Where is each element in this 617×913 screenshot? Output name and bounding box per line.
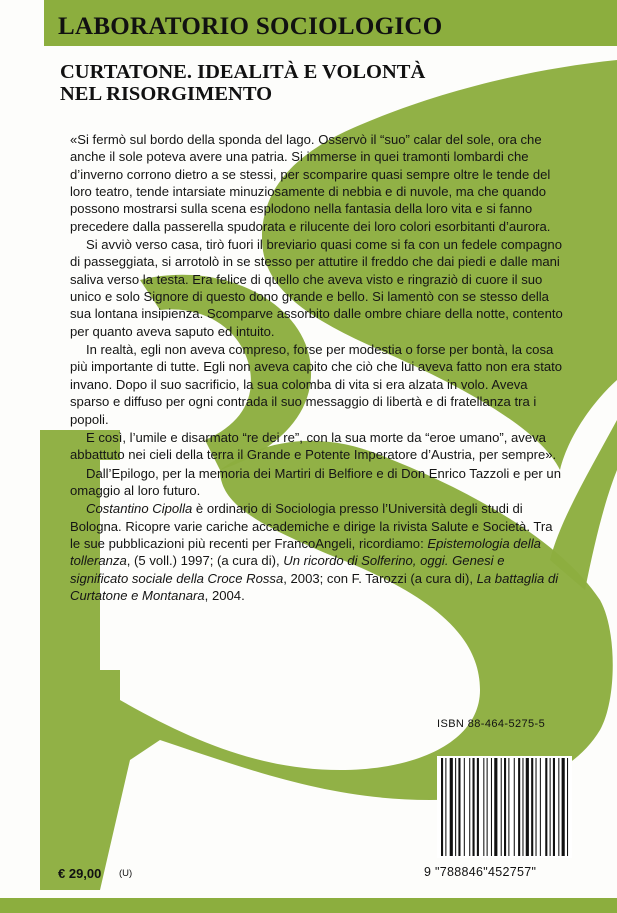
barcode-bar	[526, 758, 529, 856]
barcode-bars	[437, 756, 572, 858]
barcode-bar	[501, 758, 502, 856]
barcode-bar	[469, 758, 470, 856]
barcode-digits: 9 "788846"452757"	[424, 865, 537, 879]
author-name: Costantino Cipolla	[86, 501, 193, 517]
book-title-line-2: NEL RISORGIMENTO	[60, 83, 273, 105]
barcode-bar	[553, 758, 555, 856]
blurb-paragraph-4: E così, l’umile e disarmato “re dei re”, con la sua morte da “eroe umano”, aveva abbattuto nei cieli della terra il Grande e Potente Imperatore d’Austria, per sempre».	[70, 429, 557, 463]
price-code: (U)	[119, 868, 133, 879]
barcode-bar	[445, 758, 446, 856]
barcode-bar	[514, 758, 515, 856]
barcode-bar	[441, 758, 443, 856]
author-bio	[70, 500, 565, 604]
book-title-line-1: CURTATONE. IDEALITÀ E VOLONTÀ	[60, 61, 426, 83]
barcode-bar	[477, 758, 479, 856]
barcode-bar	[531, 758, 533, 856]
publication-2: Un ricordo di Solferino, oggi. Genesi e significato sociale della Croce Rossa	[70, 553, 505, 586]
author-bio-text-3: , 2003; con F. Tarozzi (a cura di),	[283, 570, 477, 586]
series-title: LABORATORIO SOCIOLOGICO	[58, 13, 443, 40]
barcode-bar	[473, 758, 475, 856]
barcode-bar	[491, 758, 492, 856]
barcode-bar	[464, 758, 465, 856]
blurb-text	[70, 131, 565, 604]
price: € 29,00	[58, 866, 102, 881]
blurb-paragraph-1: «Si fermò sul bordo della sponda del lago. Osservò il “suo” calar del sole, ora che anche il sole poteva avere una patria. Si immerse in quei tramonti lombardi che d’inverno corrono dietro a se stessi, per scomparire quasi sempre oltre le tende del loro teatro, tende intarsiate minuziosamente di nebbia e di nuvole, ma che quando possono mostrarsi sulla scena esplodono nella fantasia della loro vita e si fanno precedere dalla passerella spudorata e rilucente dei loro colori esorbitanti d’aurora.	[70, 132, 551, 234]
barcode	[437, 756, 572, 858]
author-bio-text-1: è ordinario di Sociologia presso l’Università degli studi di Bologna. Ricopre varie cariche accademiche e dirige la rivista Salute e Società. Tra le sue pubblicazioni più recenti per FrancoAngeli, ricordiamo:	[70, 501, 553, 551]
barcode-bar	[504, 758, 506, 856]
barcode-bar	[540, 758, 541, 856]
barcode-bar	[455, 758, 456, 856]
barcode-bar	[518, 758, 520, 856]
blurb-paragraph-2: Si avviò verso casa, tirò fuori il breviario quasi come si fa con un fedele compagno di passeggiata, si arrotolò in se stesso per attutire il freddo che dai piedi e dalle mani saliva verso la testa. Era felice di quello che aveva visto e ringraziò di cuore il suo unico e solo Signore di questo dono grande e bello. Si lamentò con se stesso della sua lontana insipienza. Scomparve assorbito dalle ombre chiare della notte, contento per quanto aveva saputo ed intuito.	[70, 237, 563, 339]
barcode-bar	[545, 758, 547, 856]
publication-1: Epistemologia della tolleranza	[70, 535, 541, 569]
blurb-paragraph-3: In realtà, egli non aveva compreso, forse per modestia o forse per bontà, la cosa più importante di tutte. Egli non aveva capito che ciò che lui aveva fatto non era stato invano. Dopo il suo sacrificio, la sua colomba di vita si era alzata in volo. Aveva sparso e diffuso per ogni contrada il suo messaggio di libertà e di fratellanza tra i popoli.	[70, 342, 563, 427]
barcode-bar	[550, 758, 551, 856]
publication-3: La battaglia di Curtatone e Montanara	[70, 570, 559, 603]
barcode-bar	[458, 758, 460, 856]
epilogue-note: Dall’Epilogo, per la memoria dei Martiri di Belfiore e di Don Enrico Tazzoli e per un omaggio al loro futuro.	[70, 465, 561, 498]
author-bio-text-4: , 2004.	[204, 587, 245, 603]
barcode-bar	[450, 758, 453, 856]
barcode-bar	[567, 758, 568, 856]
barcode-bar	[494, 758, 497, 856]
barcode-bar	[562, 758, 565, 856]
barcode-bar	[487, 758, 488, 856]
barcode-bar	[508, 758, 509, 856]
barcode-bar	[522, 758, 523, 856]
barcode-bar	[483, 758, 484, 856]
isbn-label: ISBN 88-464-5275-5	[437, 718, 546, 730]
book-title	[60, 61, 425, 105]
bottom-strip	[0, 898, 617, 913]
author-bio-text-2: , (5 voll.) 1997; (a cura di),	[126, 553, 284, 569]
barcode-bar	[536, 758, 537, 856]
barcode-bar	[558, 758, 559, 856]
